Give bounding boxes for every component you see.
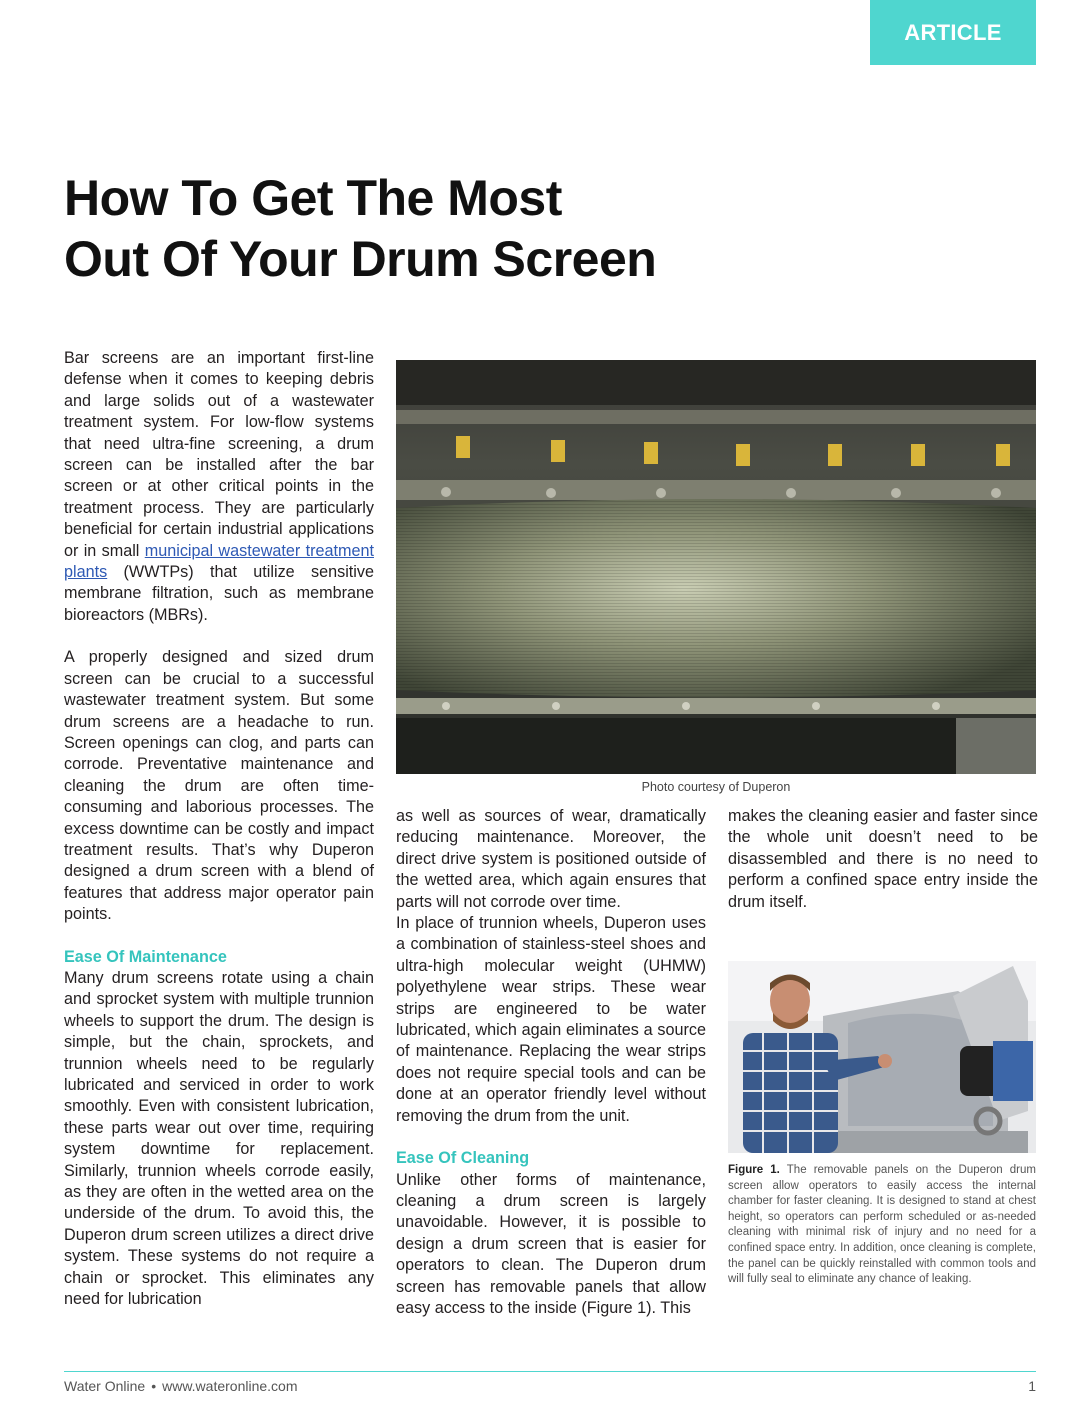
column-2 <box>396 806 706 1319</box>
subheading-cleaning: Ease Of Cleaning <box>396 1149 530 1168</box>
footer-divider <box>64 1371 1036 1372</box>
figure-caption-text: The removable panels on the Duperon drum screen allow operators to easily access the internal chamber for faster cleaning. It is designed to stand at chest height, so operators can perform scheduled or as-needed cleaning with minimal risk of injury and no need for a confined space entry. In addition, once cleaning is complete, the panel can be quickly reinstalled with common tools and will fully seal to eliminate any chance of leaking. <box>728 1164 1036 1286</box>
page-number: 1 <box>1028 1378 1036 1394</box>
footer-source <box>64 1378 297 1394</box>
title-line-1: How To Get The Most <box>64 170 562 226</box>
wwtp-link[interactable]: municipal wastewater treatment plants <box>64 541 374 582</box>
paragraph-intro <box>64 348 374 626</box>
footer-publication: Water Online <box>64 1378 146 1394</box>
paragraph-trunnion: In place of trunnion wheels, Duperon uses a combination of stainless-steel shoes and ultra-high molecular weight (UHMW) polyethylene wear strips. These wear strips are engineered to be water lubricated, which again eliminates a source of maintenance. Replacing the wear strips does not require special tools and can be done at an operator friendly level without removing the drum from the unit. <box>396 914 706 1125</box>
title-line-2: Out Of Your Drum Screen <box>64 231 657 287</box>
paragraph-cleaning-cont: makes the cleaning easier and faster since the whole unit doesn’t need to be disassembled and there is no need to perform a confined space entry inside the drum itself. <box>728 807 1038 911</box>
paragraph-text: (WWTPs) that utilize sensitive membrane filtration, such as membrane bioreactors (MBRs). <box>64 563 374 624</box>
column-1 <box>64 348 374 1310</box>
figure-1-caption <box>728 1163 1036 1288</box>
figure-1-photo <box>728 961 1036 1153</box>
subheading-maintenance: Ease Of Maintenance <box>64 947 227 966</box>
paragraph-cleaning: Unlike other forms of maintenance, cleaning a drum screen is largely unavoidable. However, it is possible to design a drum screen that is easier for operators to clean. The Duperon drum screen has removable panels that allow easy access to the inside (Figure 1). This <box>396 1170 706 1317</box>
figure-label: Figure 1. <box>728 1164 780 1176</box>
paragraph-drum-screen: A properly designed and sized drum screen can be crucial to a successful wastewater treatment system. But some drum screens are a headache to run. Screen openings can clog, and parts can corrode. Preventative maintenance and cleaning the drum are often time-consuming and laborious processes. The excess downtime can be costly and impact treatment results. That’s why Duperon designed a drum screen with a blend of features that address major operator pain points. <box>64 648 374 924</box>
article-tag: ARTICLE <box>870 0 1036 65</box>
paragraph-text: Bar screens are an important first-line defense when it comes to keeping debris and large solids out of a wastewater treatment system. For low-flow systems that need ultra-fine screening, a drum screen can be installed after the bar screen or at other critical points in the treatment process. They are particularly beneficial for certain industrial applications or in small <box>64 349 374 560</box>
photo-credit: Photo courtesy of Duperon <box>641 780 791 794</box>
drum-screen-photo <box>396 360 1036 774</box>
paragraph-maintenance: Many drum screens rotate using a chain and sprocket system with multiple trunnion wheels to support the drum. The design is simple, but the chain, sprockets, and trunnion wheels need to be regularly lubricated and serviced in order to work smoothly. Even with consistent lubrication, these parts wear out over time, requiring system downtime for replacement. Similarly, trunnion wheels corrode easily, as they are often in the wetted area on the underside of the drum. To avoid this, the Duperon drum screen utilizes a direct drive system. These systems do not require a chain or sprocket. This eliminates any need for lubrication <box>64 968 374 1309</box>
footer-separator: • <box>151 1378 157 1394</box>
article-title <box>64 168 964 290</box>
column-3 <box>728 806 1038 913</box>
paragraph-wear: as well as sources of wear, dramatically reducing maintenance. Moreover, the direct drive system is positioned outside of the wetted area, which again ensures that parts will not corrode over time. <box>396 807 706 911</box>
footer-url[interactable]: www.wateronline.com <box>162 1378 298 1394</box>
